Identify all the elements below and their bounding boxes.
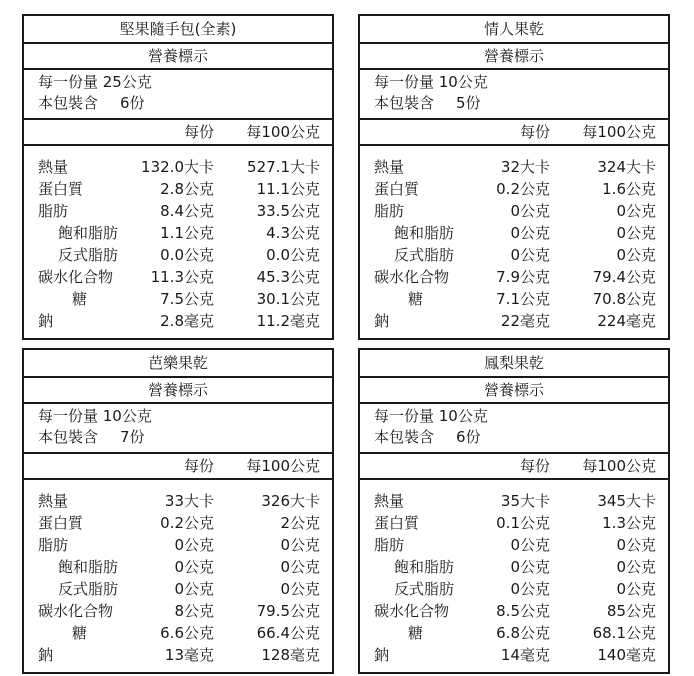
nutrient-per-100g: 128毫克: [261, 646, 320, 664]
nutrient-per-100g: 326大卡: [261, 492, 320, 510]
nutrient-per-100g: 30.1公克: [256, 290, 320, 308]
nutrient-row: [360, 644, 668, 666]
nutrient-per-serving: 0.0公克: [160, 246, 214, 264]
servings-per-pack-value: 6份: [456, 428, 481, 446]
nutrient-row: [360, 622, 668, 644]
nutrient-table: [360, 146, 668, 338]
nutrient-row: [360, 222, 668, 244]
nutrient-per-serving: 0公克: [510, 558, 550, 576]
nutrient-per-100g: 0公克: [616, 558, 656, 576]
nutrient-name: 鈉: [374, 312, 390, 330]
nutrient-name: 糖: [408, 624, 424, 642]
servings-per-pack: [38, 427, 332, 448]
nutrient-row: [360, 178, 668, 200]
nutrient-per-serving: 0.2公克: [160, 514, 214, 532]
nutrient-name: 脂肪: [38, 536, 69, 554]
nutrient-row: [360, 200, 668, 222]
nutrient-name: 糖: [408, 290, 424, 308]
nutrient-per-100g: 85公克: [606, 602, 656, 620]
nutrient-per-serving: 0公克: [510, 202, 550, 220]
nutrient-per-100g: 4.3公克: [266, 224, 320, 242]
nutrient-per-serving: 0公克: [510, 580, 550, 598]
column-header: [360, 454, 668, 480]
nutrient-per-serving: 6.6公克: [160, 624, 214, 642]
nutrient-per-serving: 0公克: [174, 536, 214, 554]
per-serving-header: 每份: [519, 457, 550, 475]
nutrient-name: 糖: [72, 624, 88, 642]
nutrient-name: 反式脂肪: [58, 580, 119, 598]
nutrition-label: [22, 14, 334, 340]
label-heading: 營養標示: [24, 378, 332, 404]
nutrient-per-serving: 0公克: [174, 558, 214, 576]
per-serving-header: 每份: [183, 457, 214, 475]
nutrient-name: 熱量: [374, 158, 405, 176]
nutrient-row: [360, 156, 668, 178]
nutrient-row: [360, 288, 668, 310]
servings-per-pack-label: 本包裝含: [374, 94, 435, 112]
nutrient-row: [24, 310, 332, 332]
nutrient-row: [360, 490, 668, 512]
nutrient-row: [360, 310, 668, 332]
nutrient-per-serving: 33大卡: [164, 492, 214, 510]
nutrient-per-100g: 345大卡: [597, 492, 656, 510]
nutrient-row: [360, 266, 668, 288]
nutrient-name: 脂肪: [38, 202, 69, 220]
nutrient-name: 反式脂肪: [394, 246, 455, 264]
nutrient-name: 熱量: [374, 492, 405, 510]
nutrient-row: [24, 644, 332, 666]
serving-info: [360, 70, 668, 120]
nutrient-name: 蛋白質: [38, 514, 84, 532]
nutrition-label: [22, 348, 334, 674]
nutrient-row: [24, 622, 332, 644]
nutrient-per-serving: 14毫克: [500, 646, 550, 664]
nutrient-row: [24, 578, 332, 600]
nutrient-per-serving: 0公克: [510, 224, 550, 242]
nutrient-row: [360, 600, 668, 622]
nutrient-per-100g: 79.5公克: [256, 602, 320, 620]
nutrient-per-serving: 0公克: [174, 580, 214, 598]
nutrient-name: 蛋白質: [374, 180, 420, 198]
nutrient-per-100g: 140毫克: [597, 646, 656, 664]
nutrient-per-100g: 1.3公克: [602, 514, 656, 532]
nutrient-per-serving: 8公克: [174, 602, 214, 620]
product-title: 堅果隨手包(全素): [24, 16, 332, 44]
nutrient-per-100g: 11.1公克: [256, 180, 320, 198]
nutrient-per-serving: 7.5公克: [160, 290, 214, 308]
nutrient-per-serving: 1.1公克: [160, 224, 214, 242]
nutrient-table: [360, 480, 668, 672]
servings-per-pack-value: 5份: [456, 94, 481, 112]
nutrient-per-100g: 527.1大卡: [247, 158, 320, 176]
nutrient-per-100g: 79.4公克: [592, 268, 656, 286]
nutrient-name: 反式脂肪: [394, 580, 455, 598]
nutrient-per-serving: 2.8公克: [160, 180, 214, 198]
nutrient-row: [24, 600, 332, 622]
nutrient-per-100g: 11.2毫克: [256, 312, 320, 330]
label-heading: 營養標示: [360, 378, 668, 404]
servings-per-pack-value: 6份: [120, 94, 145, 112]
nutrient-name: 鈉: [38, 312, 54, 330]
nutrient-per-serving: 6.8公克: [496, 624, 550, 642]
servings-per-pack-label: 本包裝含: [38, 94, 99, 112]
nutrient-row: [24, 266, 332, 288]
nutrient-name: 脂肪: [374, 202, 405, 220]
nutrient-row: [24, 512, 332, 534]
servings-per-pack: [374, 93, 668, 114]
nutrient-row: [24, 490, 332, 512]
nutrient-name: 熱量: [38, 492, 69, 510]
nutrient-per-100g: 0公克: [616, 202, 656, 220]
nutrient-per-serving: 35大卡: [500, 492, 550, 510]
serving-info: [24, 404, 332, 454]
servings-per-pack-value: 7份: [120, 428, 145, 446]
servings-per-pack-label: 本包裝含: [38, 428, 99, 446]
nutrient-name: 碳水化合物: [38, 602, 114, 620]
nutrient-per-serving: 0.2公克: [496, 180, 550, 198]
nutrition-label: [358, 14, 670, 340]
nutrient-row: [360, 534, 668, 556]
nutrient-name: 碳水化合物: [374, 268, 450, 286]
nutrition-label: [358, 348, 670, 674]
servings-per-pack-label: 本包裝含: [374, 428, 435, 446]
serving-size: 每一份量 10公克: [374, 73, 488, 91]
serving-info: [24, 70, 332, 120]
nutrient-name: 飽和脂肪: [58, 558, 119, 576]
nutrient-row: [360, 244, 668, 266]
nutrient-per-serving: 0.1公克: [496, 514, 550, 532]
nutrient-per-100g: 66.4公克: [256, 624, 320, 642]
nutrient-per-100g: 0公克: [616, 580, 656, 598]
nutrient-name: 鈉: [38, 646, 54, 664]
nutrient-per-100g: 70.8公克: [592, 290, 656, 308]
nutrient-per-100g: 0.0公克: [266, 246, 320, 264]
nutrient-per-100g: 0公克: [280, 558, 320, 576]
nutrient-row: [24, 222, 332, 244]
column-header: [360, 120, 668, 146]
nutrient-per-100g: 324大卡: [597, 158, 656, 176]
nutrient-row: [24, 156, 332, 178]
per-serving-header: 每份: [183, 123, 214, 141]
nutrient-row: [24, 244, 332, 266]
product-title: 情人果乾: [360, 16, 668, 44]
nutrient-per-100g: 224毫克: [597, 312, 656, 330]
nutrient-per-serving: 8.5公克: [496, 602, 550, 620]
nutrient-per-100g: 33.5公克: [256, 202, 320, 220]
product-title: 芭樂果乾: [24, 350, 332, 378]
nutrient-per-100g: 0公克: [616, 536, 656, 554]
nutrient-row: [360, 556, 668, 578]
nutrient-per-serving: 2.8毫克: [160, 312, 214, 330]
nutrient-name: 碳水化合物: [374, 602, 450, 620]
nutrient-per-100g: 0公克: [616, 224, 656, 242]
servings-per-pack: [374, 427, 668, 448]
nutrient-per-serving: 132.0大卡: [141, 158, 214, 176]
serving-size: 每一份量 10公克: [374, 407, 488, 425]
nutrient-name: 糖: [72, 290, 88, 308]
nutrient-per-100g: 68.1公克: [592, 624, 656, 642]
nutrient-name: 鈉: [374, 646, 390, 664]
nutrient-row: [24, 534, 332, 556]
nutrient-name: 飽和脂肪: [58, 224, 119, 242]
nutrient-per-serving: 0公克: [510, 246, 550, 264]
nutrient-row: [24, 178, 332, 200]
serving-size: 每一份量 25公克: [38, 73, 152, 91]
nutrient-per-100g: 0公克: [280, 580, 320, 598]
nutrient-row: [24, 288, 332, 310]
nutrient-name: 碳水化合物: [38, 268, 114, 286]
nutrient-per-100g: 0公克: [280, 536, 320, 554]
nutrient-per-serving: 13毫克: [164, 646, 214, 664]
nutrient-per-serving: 8.4公克: [160, 202, 214, 220]
nutrient-per-serving: 7.9公克: [496, 268, 550, 286]
serving-info: [360, 404, 668, 454]
nutrient-row: [360, 578, 668, 600]
per-100g-header: 每100公克: [246, 457, 320, 475]
nutrient-name: 飽和脂肪: [394, 558, 455, 576]
nutrient-per-100g: 1.6公克: [602, 180, 656, 198]
nutrient-row: [24, 556, 332, 578]
nutrient-name: 熱量: [38, 158, 69, 176]
nutrient-per-100g: 2公克: [280, 514, 320, 532]
nutrient-per-serving: 0公克: [510, 536, 550, 554]
serving-size: 每一份量 10公克: [38, 407, 152, 425]
nutrient-per-serving: 11.3公克: [150, 268, 214, 286]
nutrient-name: 蛋白質: [38, 180, 84, 198]
nutrient-table: [24, 146, 332, 338]
nutrient-per-serving: 7.1公克: [496, 290, 550, 308]
nutrient-per-100g: 45.3公克: [256, 268, 320, 286]
nutrient-name: 脂肪: [374, 536, 405, 554]
nutrient-name: 飽和脂肪: [394, 224, 455, 242]
product-title: 鳳梨果乾: [360, 350, 668, 378]
column-header: [24, 454, 332, 480]
label-heading: 營養標示: [24, 44, 332, 70]
nutrient-per-serving: 22毫克: [500, 312, 550, 330]
servings-per-pack: [38, 93, 332, 114]
per-100g-header: 每100公克: [582, 457, 656, 475]
nutrient-table: [24, 480, 332, 672]
nutrient-row: [360, 512, 668, 534]
nutrient-per-serving: 32大卡: [500, 158, 550, 176]
column-header: [24, 120, 332, 146]
nutrient-name: 蛋白質: [374, 514, 420, 532]
nutrient-name: 反式脂肪: [58, 246, 119, 264]
nutrient-per-100g: 0公克: [616, 246, 656, 264]
per-100g-header: 每100公克: [246, 123, 320, 141]
label-heading: 營養標示: [360, 44, 668, 70]
per-100g-header: 每100公克: [582, 123, 656, 141]
nutrient-row: [24, 200, 332, 222]
per-serving-header: 每份: [519, 123, 550, 141]
